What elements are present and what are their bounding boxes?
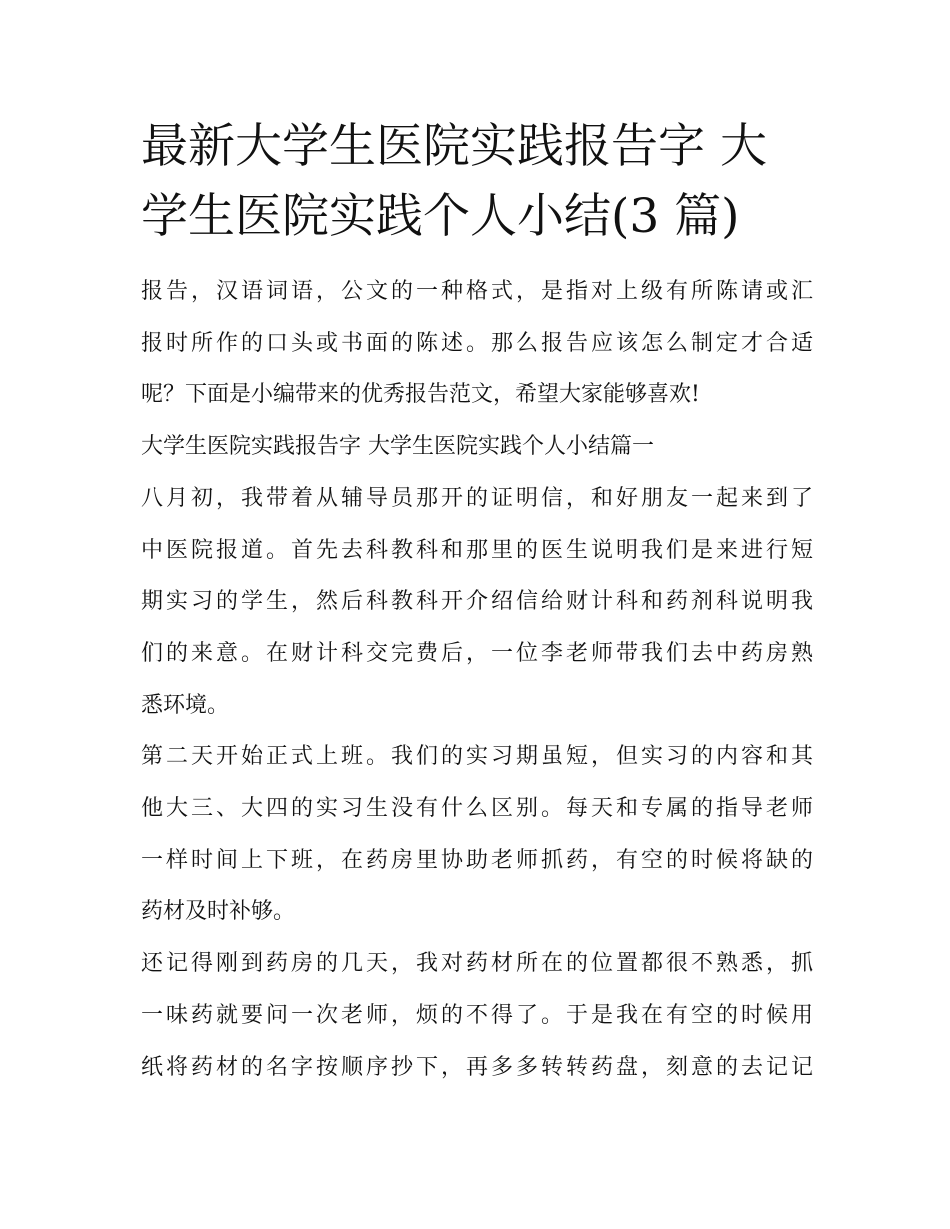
text-line: 他大三、大四的实习生没有什么区别。每天和专属的指导老师: [141, 796, 813, 822]
text-line: 八月初，我带着从辅导员那开的证明信，和好朋友一起来到了: [141, 485, 813, 511]
paragraph-work: [141, 731, 813, 938]
text-line: 呢？下面是小编带来的优秀报告范文，希望大家能够喜欢!: [141, 382, 700, 408]
document-content: [141, 112, 813, 1093]
text-line: 第二天开始正式上班。我们的实习期虽短，但实习的内容和其: [141, 744, 813, 770]
text-line: 纸将药材的名字按顺序抄下，再多多转转药盘，刻意的去记记: [141, 1054, 813, 1080]
paragraph-memory: [141, 938, 813, 1093]
document-body: [141, 266, 813, 1093]
text-line: 中医院报道。首先去科教科和那里的医生说明我们是来进行短: [141, 537, 813, 563]
title-line-1: 最新大学生医院实践报告字 大: [141, 119, 767, 174]
document-title: [141, 112, 813, 252]
text-line: 报时所作的口头或书面的陈述。那么报告应该怎么制定才合适: [141, 330, 813, 356]
text-line: 们的来意。在财计科交完费后，一位李老师带我们去中药房熟: [141, 640, 813, 666]
paragraph-arrival: [141, 473, 813, 732]
section-heading: [141, 421, 813, 473]
text-line: 报告，汉语词语，公文的一种格式，是指对上级有所陈请或汇: [141, 279, 813, 304]
text-line: 期实习的学生，然后科教科开介绍信给财计科和药剂科说明我: [141, 589, 813, 615]
text-line: 一味药就要问一次老师，烦的不得了。于是我在有空的时候用: [141, 1002, 813, 1028]
text-line: 悉环境。: [141, 692, 230, 718]
text-line: 一样时间上下班，在药房里协助老师抓药，有空的时候将缺的: [141, 847, 813, 873]
text-line: 大学生医院实践报告字 大学生医院实践个人小结篇一: [141, 434, 654, 460]
title-line-2: 学生医院实践个人小结(3 篇): [141, 189, 740, 244]
text-line: 还记得刚到药房的几天，我对药材所在的位置都很不熟悉，抓: [141, 951, 813, 977]
paragraph-intro: [141, 266, 813, 421]
text-line: 药材及时补够。: [141, 899, 296, 925]
